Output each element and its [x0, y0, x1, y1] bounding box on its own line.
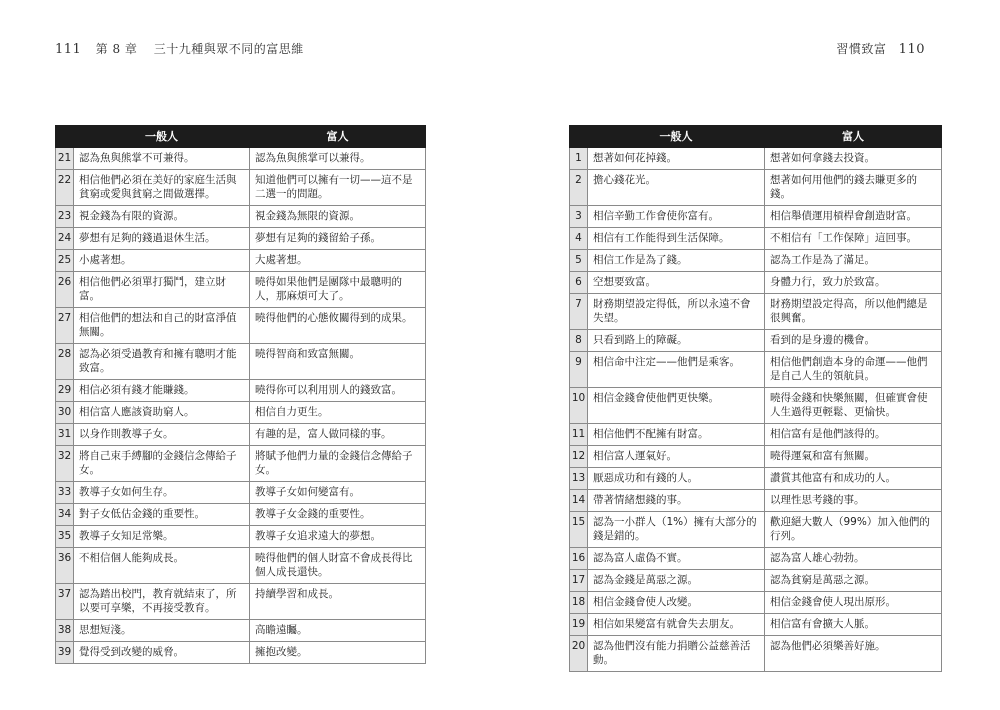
ordinary-cell: 認為一小群人（1%）擁有大部分的錢是錯的。: [588, 512, 765, 548]
rich-cell: 相信自力更生。: [250, 402, 426, 424]
table-row: [570, 570, 942, 592]
table-row: [570, 592, 942, 614]
ordinary-cell: 視金錢為有限的資源。: [74, 206, 250, 228]
rich-cell: 想著如何拿錢去投資。: [765, 148, 942, 170]
table-row: [56, 482, 426, 504]
row-number: 39: [56, 642, 74, 664]
rich-cell: 教導子女如何變富有。: [250, 482, 426, 504]
ordinary-cell: 相信命中注定——他們是乘客。: [588, 352, 765, 388]
header-rich: 富人: [250, 126, 426, 148]
ordinary-cell: 認為踏出校門，教育就結束了，所以要可享樂，不再接受教育。: [74, 584, 250, 620]
rich-cell: 相信富有是他們該得的。: [765, 424, 942, 446]
ordinary-cell: 帶著情緒想錢的事。: [588, 490, 765, 512]
row-number: 6: [570, 272, 588, 294]
table-header-row: [570, 126, 942, 148]
row-number: 37: [56, 584, 74, 620]
ordinary-cell: 以身作則教導子女。: [74, 424, 250, 446]
ordinary-cell: 對子女低估金錢的重要性。: [74, 504, 250, 526]
rich-cell: 高瞻遠矚。: [250, 620, 426, 642]
ordinary-cell: 只看到路上的障礙。: [588, 330, 765, 352]
row-number: 32: [56, 446, 74, 482]
table-row: [56, 308, 426, 344]
ordinary-cell: 相信他們不配擁有財富。: [588, 424, 765, 446]
rich-cell: 讚賞其他富有和成功的人。: [765, 468, 942, 490]
table-row: [570, 206, 942, 228]
table-row: [56, 272, 426, 308]
ordinary-cell: 相信他們的想法和自己的財富淨值無關。: [74, 308, 250, 344]
ordinary-cell: 相信有工作能得到生活保障。: [588, 228, 765, 250]
rich-cell: 將賦予他們力量的金錢信念傳給子女。: [250, 446, 426, 482]
row-number: 3: [570, 206, 588, 228]
rich-cell: 曉得如果他們是團隊中最聰明的人，那麻煩可大了。: [250, 272, 426, 308]
table-row: [56, 250, 426, 272]
ordinary-cell: 厭惡成功和有錢的人。: [588, 468, 765, 490]
row-number: 22: [56, 170, 74, 206]
table-row: [56, 584, 426, 620]
row-number: 29: [56, 380, 74, 402]
row-number: 5: [570, 250, 588, 272]
table-row: [570, 636, 942, 672]
comparison-table-left: [55, 125, 426, 664]
ordinary-cell: 相信金錢會使他們更快樂。: [588, 388, 765, 424]
right-page-number: 110: [898, 42, 925, 57]
row-number: 13: [570, 468, 588, 490]
table-row: [56, 380, 426, 402]
row-number: 25: [56, 250, 74, 272]
row-number: 14: [570, 490, 588, 512]
row-number: 30: [56, 402, 74, 424]
table-row: [570, 424, 942, 446]
row-number: 35: [56, 526, 74, 548]
table-row: [56, 620, 426, 642]
rich-cell: 想著如何用他們的錢去賺更多的錢。: [765, 170, 942, 206]
row-number: 1: [570, 148, 588, 170]
table-header-row: [56, 126, 426, 148]
row-number: 21: [56, 148, 74, 170]
rich-cell: 大處著想。: [250, 250, 426, 272]
table-row: [570, 468, 942, 490]
row-number: 18: [570, 592, 588, 614]
ordinary-cell: 財務期望設定得低，所以永遠不會失望。: [588, 294, 765, 330]
ordinary-cell: 想著如何花掉錢。: [588, 148, 765, 170]
table-row: [56, 504, 426, 526]
ordinary-cell: 小處著想。: [74, 250, 250, 272]
ordinary-cell: 認為他們沒有能力捐贈公益慈善活動。: [588, 636, 765, 672]
row-number: 16: [570, 548, 588, 570]
rich-cell: 夢想有足夠的錢留給子孫。: [250, 228, 426, 250]
table-row: [570, 490, 942, 512]
ordinary-cell: 認為魚與熊掌不可兼得。: [74, 148, 250, 170]
table-row: [570, 446, 942, 468]
table-row: [56, 526, 426, 548]
rich-cell: 身體力行，致力於致富。: [765, 272, 942, 294]
row-number: 12: [570, 446, 588, 468]
rich-cell: 曉得運氣和富有無關。: [765, 446, 942, 468]
row-number: 27: [56, 308, 74, 344]
row-number: 10: [570, 388, 588, 424]
row-number: 23: [56, 206, 74, 228]
rich-cell: 相信富有會擴大人脈。: [765, 614, 942, 636]
ordinary-cell: 相信金錢會使人改變。: [588, 592, 765, 614]
ordinary-cell: 空想要致富。: [588, 272, 765, 294]
ordinary-cell: 教導子女知足常樂。: [74, 526, 250, 548]
table-row: [570, 330, 942, 352]
ordinary-cell: 夢想有足夠的錢過退休生活。: [74, 228, 250, 250]
table-row: [56, 446, 426, 482]
table-row: [570, 228, 942, 250]
table-row: [570, 388, 942, 424]
row-number: 15: [570, 512, 588, 548]
row-number: 19: [570, 614, 588, 636]
row-number: 24: [56, 228, 74, 250]
ordinary-cell: 相信富人應該資助窮人。: [74, 402, 250, 424]
rich-cell: 相信他們創造本身的命運——他們是自己人生的領航員。: [765, 352, 942, 388]
table-row: [56, 548, 426, 584]
rich-cell: 認為工作是為了滿足。: [765, 250, 942, 272]
rich-cell: 相信舉債運用槓桿會創造財富。: [765, 206, 942, 228]
book-title: 習慣致富: [836, 42, 887, 56]
table-row: [56, 228, 426, 250]
row-number: 38: [56, 620, 74, 642]
table-row: [570, 250, 942, 272]
rich-cell: 持續學習和成長。: [250, 584, 426, 620]
ordinary-cell: 覺得受到改變的威脅。: [74, 642, 250, 664]
ordinary-cell: 相信如果變富有就會失去朋友。: [588, 614, 765, 636]
ordinary-cell: 相信辛勤工作會使你富有。: [588, 206, 765, 228]
row-number: 7: [570, 294, 588, 330]
rich-cell: 視金錢為無限的資源。: [250, 206, 426, 228]
ordinary-cell: 思想短淺。: [74, 620, 250, 642]
left-page-header: [55, 40, 304, 57]
ordinary-cell: 相信工作是為了錢。: [588, 250, 765, 272]
ordinary-cell: 認為金錢是萬惡之源。: [588, 570, 765, 592]
row-number: 8: [570, 330, 588, 352]
table-row: [570, 148, 942, 170]
table-row: [570, 352, 942, 388]
table-row: [56, 642, 426, 664]
table-row: [56, 424, 426, 446]
rich-cell: 擁抱改變。: [250, 642, 426, 664]
table-row: [570, 294, 942, 330]
rich-cell: 相信金錢會使人現出原形。: [765, 592, 942, 614]
row-number: 36: [56, 548, 74, 584]
rich-cell: 曉得他們的個人財富不會成長得比個人成長還快。: [250, 548, 426, 584]
row-number: 31: [56, 424, 74, 446]
ordinary-cell: 相信他們必須單打獨鬥，建立財富。: [74, 272, 250, 308]
header-num: [570, 126, 588, 148]
row-number: 11: [570, 424, 588, 446]
rich-cell: 教導子女金錢的重要性。: [250, 504, 426, 526]
row-number: 34: [56, 504, 74, 526]
header-num: [56, 126, 74, 148]
ordinary-cell: 認為必須受過教育和擁有聰明才能致富。: [74, 344, 250, 380]
ordinary-cell: 教導子女如何生存。: [74, 482, 250, 504]
rich-cell: 看到的是身邊的機會。: [765, 330, 942, 352]
table-row: [56, 402, 426, 424]
table-row: [56, 148, 426, 170]
chapter-title: 三十九種與眾不同的富思維: [153, 42, 304, 56]
header-rich: 富人: [765, 126, 942, 148]
table-row: [56, 206, 426, 228]
table-row: [56, 344, 426, 380]
ordinary-cell: 不相信個人能夠成長。: [74, 548, 250, 584]
rich-cell: 財務期望設定得高，所以他們總是很興奮。: [765, 294, 942, 330]
rich-cell: 曉得你可以利用別人的錢致富。: [250, 380, 426, 402]
ordinary-cell: 擔心錢花光。: [588, 170, 765, 206]
row-number: 26: [56, 272, 74, 308]
header-ordinary: 一般人: [588, 126, 765, 148]
ordinary-cell: 認為富人虛偽不實。: [588, 548, 765, 570]
rich-cell: 曉得金錢和快樂無關，但確實會使人生過得更輕鬆、更愉快。: [765, 388, 942, 424]
rich-cell: 曉得智商和致富無關。: [250, 344, 426, 380]
row-number: 4: [570, 228, 588, 250]
table-row: [570, 512, 942, 548]
rich-cell: 認為富人雄心勃勃。: [765, 548, 942, 570]
right-page-header: [836, 40, 925, 57]
rich-cell: 認為他們必須樂善好施。: [765, 636, 942, 672]
comparison-table-right: [569, 125, 942, 672]
row-number: 28: [56, 344, 74, 380]
rich-cell: 以理性思考錢的事。: [765, 490, 942, 512]
rich-cell: 不相信有「工作保障」這回事。: [765, 228, 942, 250]
table-row: [56, 170, 426, 206]
row-number: 17: [570, 570, 588, 592]
rich-cell: 歡迎絕大數人（99%）加入他們的行列。: [765, 512, 942, 548]
table-row: [570, 170, 942, 206]
row-number: 33: [56, 482, 74, 504]
ordinary-cell: 相信必須有錢才能賺錢。: [74, 380, 250, 402]
header-ordinary: 一般人: [74, 126, 250, 148]
table-row: [570, 548, 942, 570]
rich-cell: 教導子女追求遠大的夢想。: [250, 526, 426, 548]
ordinary-cell: 將自己束手縛腳的金錢信念傳給子女。: [74, 446, 250, 482]
chapter-label: 第 8 章: [95, 42, 138, 56]
rich-cell: 認為貧窮是萬惡之源。: [765, 570, 942, 592]
rich-cell: 認為魚與熊掌可以兼得。: [250, 148, 426, 170]
left-page-number: 111: [55, 42, 82, 57]
rich-cell: 有趣的是，富人做同樣的事。: [250, 424, 426, 446]
row-number: 2: [570, 170, 588, 206]
rich-cell: 知道他們可以擁有一切——這不是二選一的問題。: [250, 170, 426, 206]
table-row: [570, 614, 942, 636]
ordinary-cell: 相信富人運氣好。: [588, 446, 765, 468]
ordinary-cell: 相信他們必須在美好的家庭生活與貧窮或愛與貧窮之間做選擇。: [74, 170, 250, 206]
table-row: [570, 272, 942, 294]
row-number: 20: [570, 636, 588, 672]
row-number: 9: [570, 352, 588, 388]
rich-cell: 曉得他們的心態攸關得到的成果。: [250, 308, 426, 344]
